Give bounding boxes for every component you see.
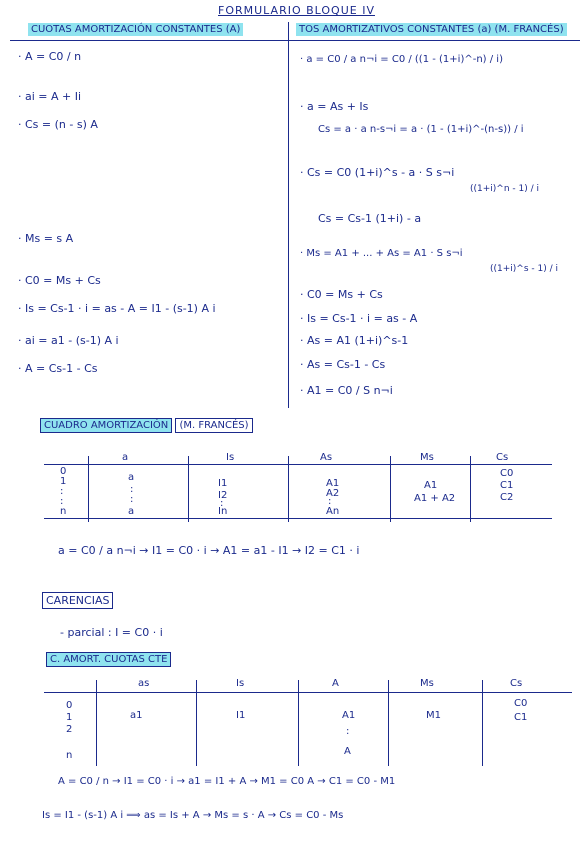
formula-right-9: · C0 = Ms + Cs [300, 288, 383, 301]
cuadro2-header-cs: Cs [510, 678, 523, 689]
formula-left-2: · ai = A + Ii [18, 90, 82, 103]
cuadro2-chain-2: Is = I1 - (s-1) A i ⟹ as = Is + A → Ms = s · A → Cs = C0 - Ms [42, 810, 344, 821]
formula-right-11: · As = A1 (1+i)^s-1 [300, 334, 409, 347]
cuadro2-a-dots: : [346, 726, 350, 737]
column-divider [288, 22, 289, 408]
right-header: TOS AMORTIZATIVOS CONSTANTES (a) (M. FRANCÉS) [296, 24, 567, 35]
carencias-parcial: - parcial : I = C0 · i [60, 626, 163, 639]
left-header: CUOTAS AMORTIZACIÓN CONSTANTES (A) [28, 24, 243, 35]
cuadro-a-1: a [128, 472, 135, 483]
cuadro-ms-1: A1 [424, 480, 438, 491]
formula-right-2: · a = As + Is [300, 100, 369, 113]
cuadro-row-n: n [60, 506, 67, 517]
cuadro2-row-n: n [66, 750, 73, 761]
cuadro2-chain-1: A = C0 / n → I1 = C0 · i → a1 = I1 + A → M1 = C0 A → C1 = C0 - M1 [58, 776, 396, 787]
formula-left-6: · Is = Cs-1 · i = as - A = I1 - (s-1) A i [18, 302, 216, 315]
formula-right-13: · A1 = C0 / S n¬i [300, 384, 393, 397]
cuadro-cs-2: C2 [500, 492, 514, 503]
cuadro-header-is: Is [226, 452, 235, 463]
formula-left-1: · A = C0 / n [18, 50, 82, 63]
cuadro-title: CUADRO AMORTIZACIÓN (M. FRANCÉS) [40, 420, 253, 431]
cuadro2-title: C. AMORT. CUOTAS CTE [46, 654, 171, 665]
cuadro-a-n: a [128, 506, 135, 517]
cuadro-is-dots: : [220, 498, 224, 509]
cuadro-cs-0: C0 [500, 468, 514, 479]
formula-right-12: · As = Cs-1 - Cs [300, 358, 386, 371]
header-underline [10, 40, 580, 41]
formula-right-6: Cs = Cs-1 (1+i) - a [318, 212, 422, 225]
carencias-title: CARENCIAS [42, 594, 113, 607]
formula-left-3: · Cs = (n - s) A [18, 118, 98, 131]
formula-right-3: Cs = a · a n-s¬i = a · (1 - (1+i)^-(n-s)) / i [318, 124, 524, 135]
cuadro-header-cs: Cs [496, 452, 509, 463]
formula-right-8: ((1+i)^s - 1) / i [490, 264, 558, 274]
cuadro-row-0: 0 [60, 466, 67, 477]
cuadro2-cs-0: C0 [514, 698, 528, 709]
cuadro-is-2: I2 [218, 490, 228, 501]
formula-left-4: · Ms = s A [18, 232, 74, 245]
cuadro-is-1: I1 [218, 478, 228, 489]
cuadro-chain: a = C0 / a n¬i → I1 = C0 · i → A1 = a1 - I1 → I2 = C1 · i [58, 544, 360, 557]
formula-right-1: · a = C0 / a n¬i = C0 / ((1 - (1+i)^-n) / i) [300, 54, 503, 65]
cuadro-as-n: An [326, 506, 340, 517]
formula-left-5: · C0 = Ms + Cs [18, 274, 101, 287]
cuadro-a-dots2: : [130, 494, 134, 505]
cuadro2-is-1: I1 [236, 710, 246, 721]
cuadro-cs-1: C1 [500, 480, 514, 491]
cuadro-as-1: A1 [326, 478, 340, 489]
cuadro-header-a: a [122, 452, 129, 463]
formula-right-5: ((1+i)^n - 1) / i [470, 184, 540, 194]
formula-left-8: · A = Cs-1 - Cs [18, 362, 98, 375]
cuadro2-a-n: A [344, 746, 351, 757]
cuadro2-header-as: as [138, 678, 150, 689]
formula-right-4: · Cs = C0 (1+i)^s - a · S s¬i [300, 166, 455, 179]
cuadro2-row-0: 0 [66, 700, 73, 711]
cuadro-as-dots: : [328, 496, 332, 507]
cuadro2-row-1: 1 [66, 712, 73, 723]
cuadro2-header-ms: Ms [420, 678, 434, 689]
page-title: FORMULARIO BLOQUE IV [218, 4, 375, 17]
cuadro2-ms-1: M1 [426, 710, 441, 721]
formula-right-7: · Ms = A1 + ... + As = A1 · S s¬i [300, 248, 463, 259]
cuadro2-row-2: 2 [66, 724, 73, 735]
cuadro-is-n: In [218, 506, 228, 517]
cuadro2-cs-1: C1 [514, 712, 528, 723]
cuadro-a-dots1: : [130, 484, 134, 495]
cuadro2-as-1: a1 [130, 710, 143, 721]
cuadro-row-dots2: : [60, 496, 64, 507]
cuadro-header-ms: Ms [420, 452, 434, 463]
cuadro-ms-2: A1 + A2 [414, 493, 456, 504]
formula-left-7: · ai = a1 - (s-1) A i [18, 334, 119, 347]
cuadro-header-as: As [320, 452, 333, 463]
cuadro-row-1: 1 [60, 476, 67, 487]
cuadro2-header-is: Is [236, 678, 245, 689]
cuadro-as-2: A2 [326, 488, 340, 499]
cuadro-row-dots1: : [60, 486, 64, 497]
cuadro2-a-1: A1 [342, 710, 356, 721]
formula-right-10: · Is = Cs-1 · i = as - A [300, 312, 418, 325]
cuadro2-header-a: A [332, 678, 339, 689]
